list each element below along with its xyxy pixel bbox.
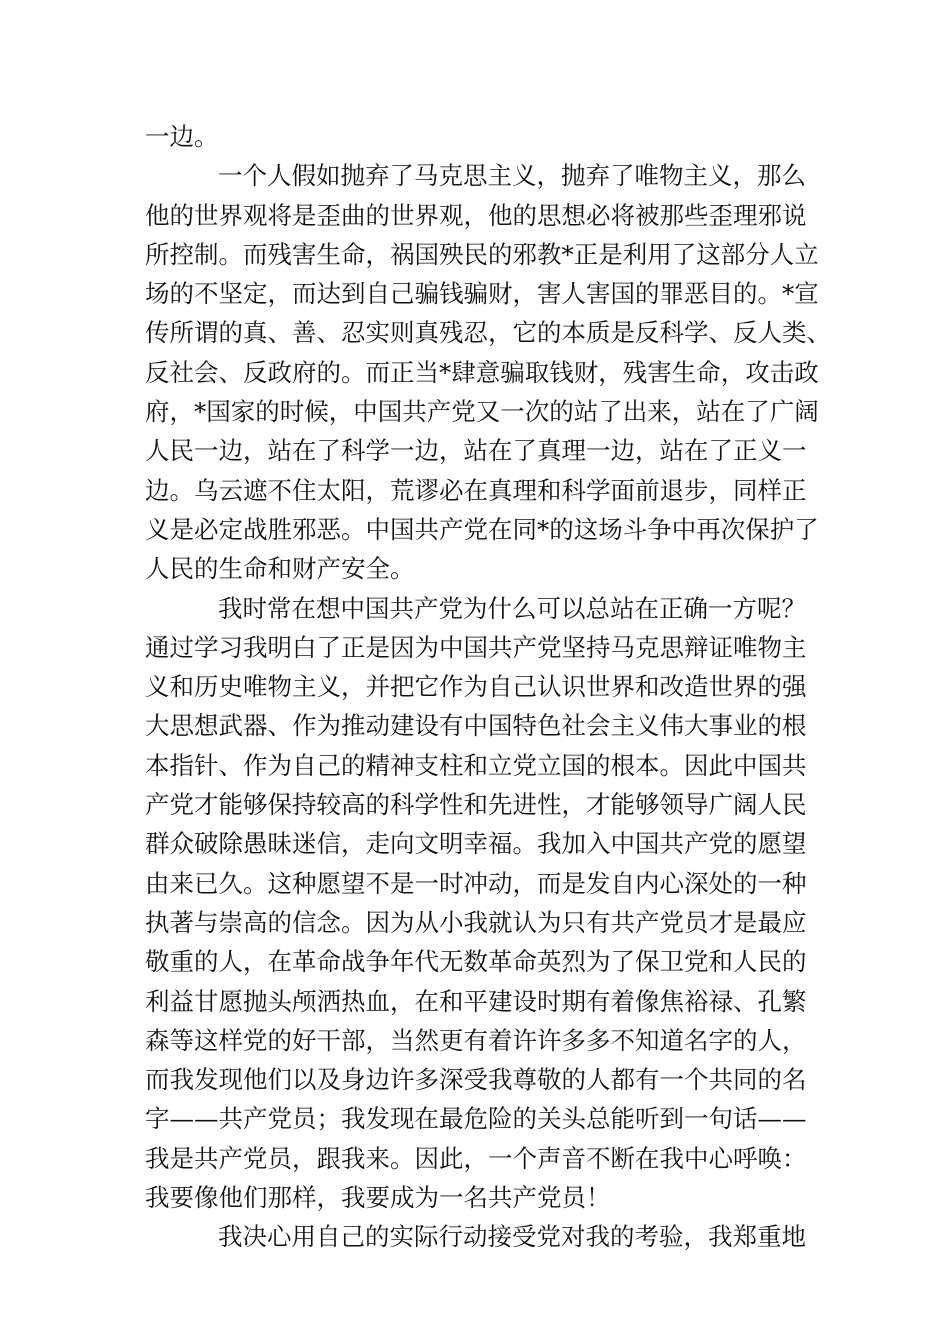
text-line: 反社会、反政府的。而正当*肆意骗取钱财，残害生命，攻击政 — [145, 357, 819, 387]
text-line: 传所谓的真、善、忍实则真残忍，它的本质是反科学、反人类、 — [145, 318, 831, 348]
text-line: 利益甘愿抛头颅洒热血，在和平建设时期有着像焦裕禄、孔繁 — [145, 986, 807, 1016]
text-line: 义和历史唯物主义，并把它作为自己认识世界和改造世界的强 — [145, 672, 807, 702]
text-line: 产党才能够保持较高的科学性和先进性，才能够领导广阔人民 — [145, 790, 807, 820]
text-line: 本指针、作为自己的精神支柱和立党立国的根本。因此中国共 — [145, 750, 807, 780]
document-body-text — [145, 117, 831, 1257]
text-line: 森等这样党的好干部，当然更有着许许多多不知道名字的人， — [145, 1025, 807, 1055]
text-line: 一边。 — [145, 122, 219, 151]
text-line: 群众破除愚昧迷信，走向文明幸福。我加入中国共产党的愿望 — [145, 829, 807, 859]
text-line: 我要像他们那样，我要成为一名共产党员！ — [145, 1183, 611, 1213]
text-line: 由来已久。这种愿望不是一时冲动，而是发自内心深处的一种 — [145, 868, 807, 898]
paragraph-first-line: 我时常在想中国共产党为什么可以总站在正确一方呢？ — [218, 593, 806, 623]
text-line: 他的世界观将是歪曲的世界观，他的思想必将被那些歪理邪说 — [145, 200, 807, 230]
text-line: 而我发现他们以及身边许多深受我尊敬的人都有一个共同的名 — [145, 1065, 807, 1095]
text-line: 我是共产党员，跟我来。因此，一个声音不断在我中心呼唤： — [145, 1143, 807, 1173]
text-line: 府，*国家的时候，中国共产党又一次的站了出来，站在了广阔 — [145, 397, 819, 427]
text-line: 场的不坚定，而达到自己骗钱骗财，害人害国的罪恶目的。*宣 — [145, 279, 819, 309]
text-line: 义是必定战胜邪恶。中国共产党在同*的这场斗争中再次保护了 — [145, 514, 819, 544]
text-line: 边。乌云遮不住太阳，荒谬必在真理和科学面前退步，同样正 — [145, 475, 807, 505]
text-line: 通过学习我明白了正是因为中国共产党坚持马克思辩证唯物主 — [145, 632, 807, 662]
text-line: 敬重的人，在革命战争年代无数革命英烈为了保卫党和人民的 — [145, 947, 807, 977]
text-line: 所控制。而残害生命，祸国殃民的邪教*正是利用了这部分人立 — [145, 239, 819, 269]
text-line: 人民的生命和财产安全。 — [145, 554, 415, 584]
paragraph-first-line: 一个人假如抛弃了马克思主义，抛弃了唯物主义，那么 — [218, 161, 806, 191]
text-line: 人民一边，站在了科学一边，站在了真理一边，站在了正义一 — [145, 436, 807, 466]
paragraph-first-line: 我决心用自己的实际行动接受党对我的考验，我郑重地 — [218, 1222, 806, 1252]
text-line: 执著与崇高的信念。因为从小我就认为只有共产党员才是最应 — [145, 907, 807, 937]
text-line: 大思想武器、作为推动建设有中国特色社会主义伟大事业的根 — [145, 711, 807, 741]
text-line: 字——共产党员；我发现在最危险的关头总能听到一句话—— — [145, 1104, 807, 1134]
